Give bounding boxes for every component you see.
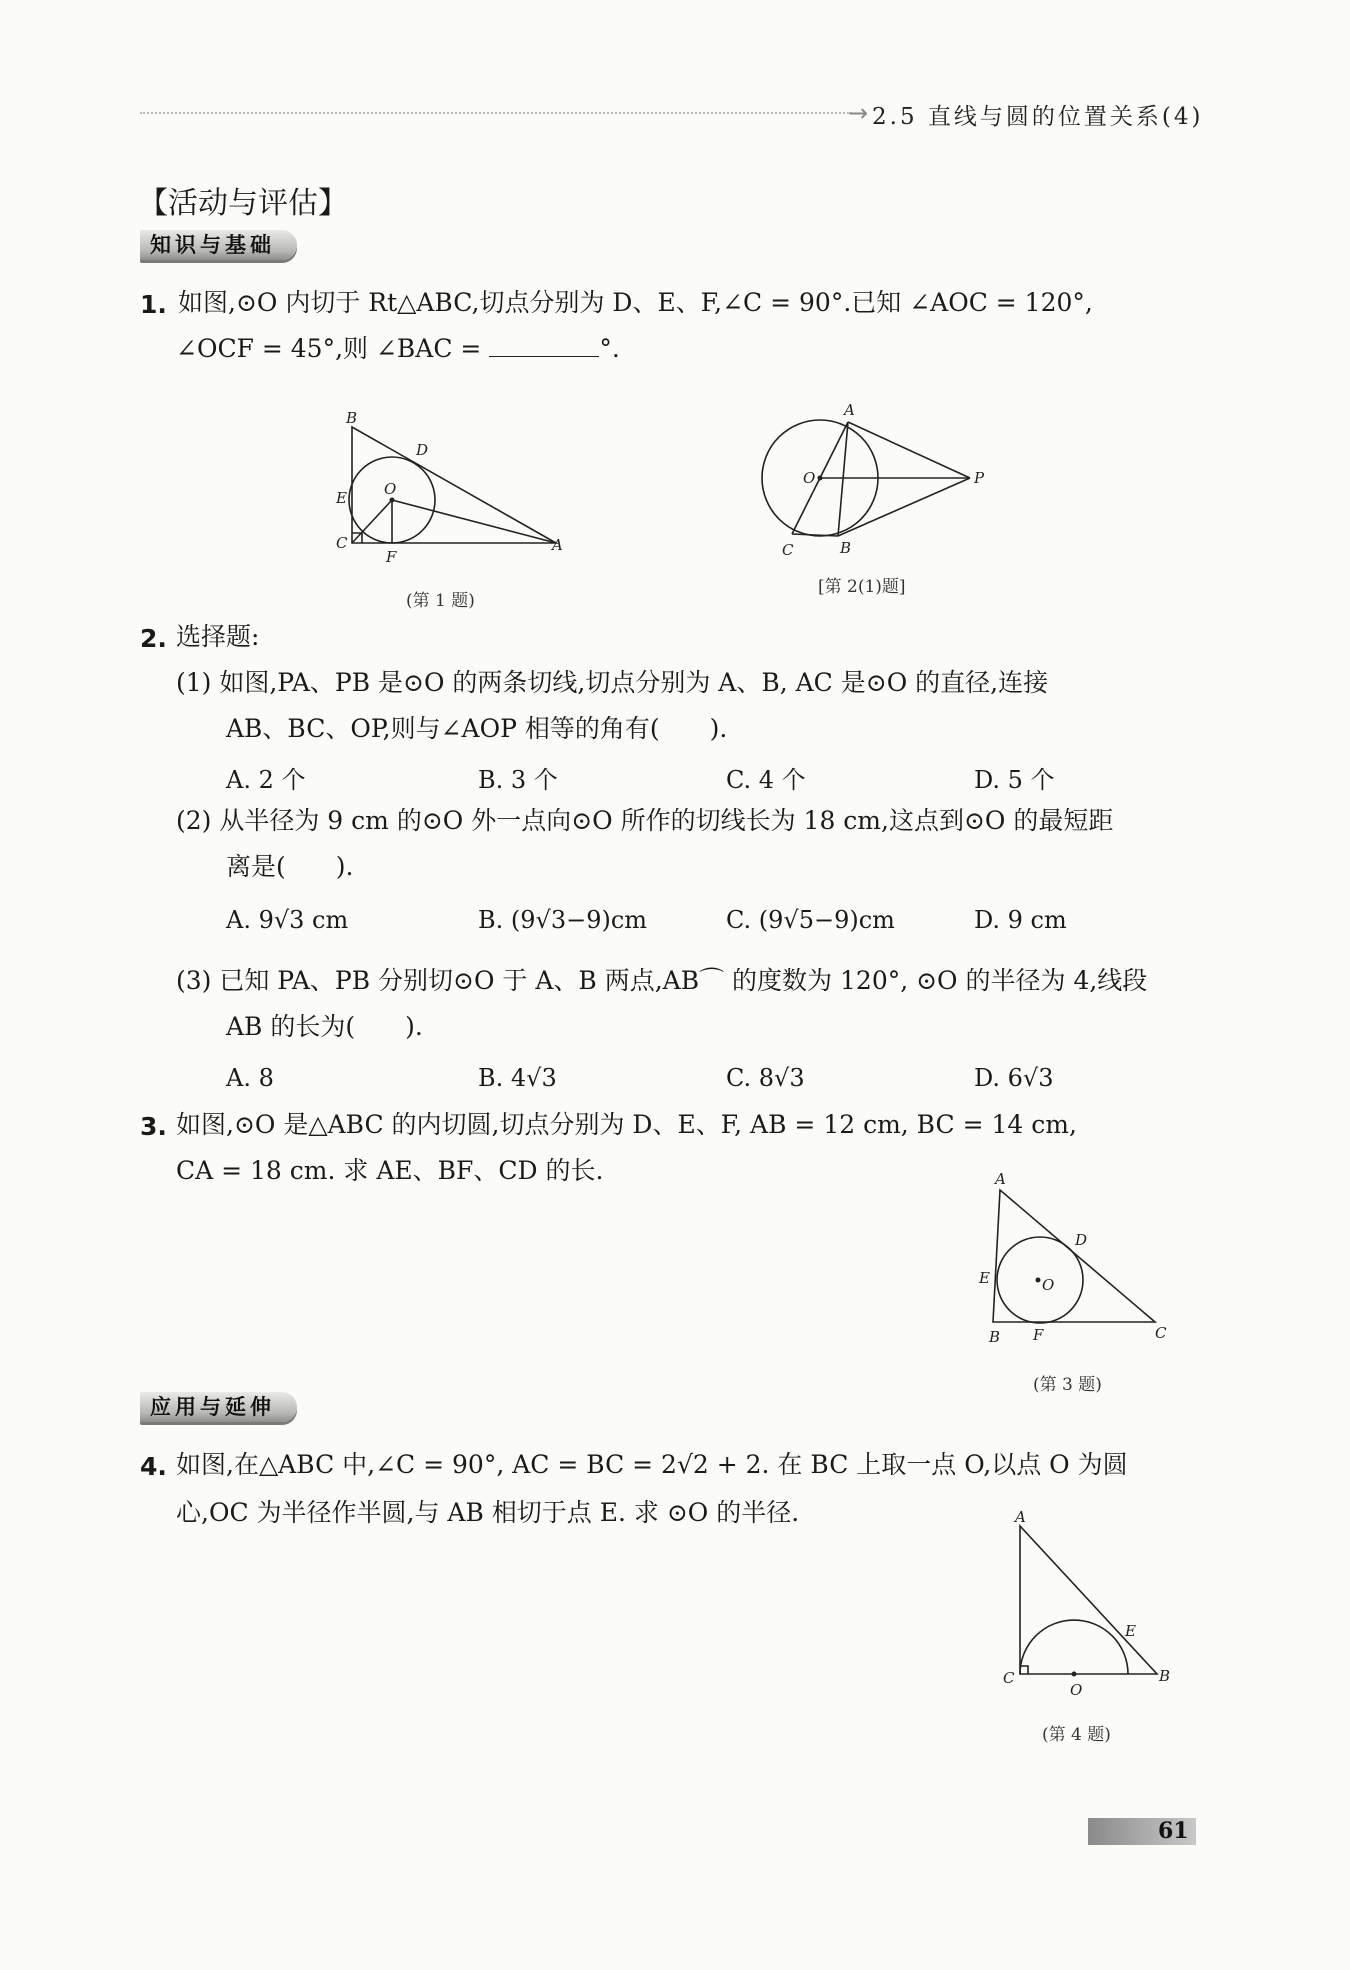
- figure-3: [975, 1170, 1185, 1350]
- q2-3-option-d[interactable]: D. 6√3: [974, 1064, 1054, 1092]
- q2-2-option-d[interactable]: D. 9 cm: [974, 906, 1067, 934]
- arrow-icon: →: [848, 99, 869, 127]
- figure-4: [995, 1508, 1185, 1698]
- q2-1-option-c[interactable]: C. 4 个: [726, 766, 806, 794]
- q2-3-line2: AB 的长为( ).: [226, 1012, 423, 1041]
- q3-number: 3.: [140, 1112, 167, 1141]
- fig2-label-p: P: [974, 469, 985, 487]
- fig3-label-f: F: [1033, 1326, 1044, 1344]
- figure-1: [330, 405, 580, 575]
- fig3-label-c: C: [1155, 1324, 1167, 1342]
- fig1-label-f: F: [386, 548, 397, 566]
- fig4-label-a: A: [1015, 1508, 1026, 1526]
- header-title: 2.5 直线与圆的位置关系(4): [872, 104, 1204, 130]
- q2-1-option-b[interactable]: B. 3 个: [478, 766, 558, 794]
- fig3-center-dot: [1036, 1278, 1041, 1283]
- fig1-label-b: B: [346, 409, 358, 427]
- fig3-label-d: D: [1075, 1231, 1088, 1249]
- q2-1-line1: (1) 如图,PA、PB 是⊙O 的两条切线,切点分别为 A、B, AC 是⊙O 的直径,连接: [176, 668, 1049, 697]
- fig2-label-a: A: [844, 401, 855, 419]
- fig4-label-b: B: [1159, 1667, 1171, 1685]
- banner-basic: 知识与基础: [140, 230, 297, 260]
- fig3-label-b: B: [989, 1328, 1001, 1346]
- fig2-label-b: B: [840, 539, 852, 557]
- fig1-label-d: D: [416, 441, 429, 459]
- fig4-caption: (第 4 题): [1042, 1725, 1111, 1745]
- q2-1-line2: AB、BC、OP,则与∠AOP 相等的角有( ).: [226, 714, 728, 743]
- q3-line1: 如图,⊙O 是△ABC 的内切圆,切点分别为 D、E、F, AB = 12 cm, BC = 14 cm,: [176, 1110, 1077, 1139]
- fig3-label-a: A: [995, 1170, 1006, 1188]
- q2-2-line2: 离是( ).: [226, 852, 354, 881]
- header-rule: [140, 112, 852, 114]
- q4-line1: 如图,在△ABC 中,∠C = 90°, AC = BC = 2√2 + 2. 在 BC 上取一点 O,以点 O 为圆: [176, 1450, 1128, 1479]
- q2-2-option-a[interactable]: A. 9√3 cm: [226, 906, 349, 934]
- q1-answer-blank[interactable]: [489, 334, 599, 357]
- fig2-caption: [第 2(1)题]: [818, 577, 906, 597]
- q2-number: 2.: [140, 624, 167, 653]
- fig3-label-e: E: [979, 1269, 990, 1287]
- figure-2: [740, 400, 1010, 565]
- q2-2-line1: (2) 从半径为 9 cm 的⊙O 外一点向⊙O 所作的切线长为 18 cm,这点到⊙O 的最短距: [176, 806, 1114, 835]
- q4-line2: 心,OC 为半径作半圆,与 AB 相切于点 E. 求 ⊙O 的半径.: [176, 1498, 800, 1527]
- section-title: 【活动与评估】: [138, 186, 348, 221]
- q2-1-option-d[interactable]: D. 5 个: [974, 766, 1055, 794]
- q2-3-option-a[interactable]: A. 8: [226, 1064, 274, 1092]
- q2-2-option-b[interactable]: B. (9√3−9)cm: [478, 906, 648, 934]
- fig1-label-e: E: [336, 489, 347, 507]
- q1-line2: [176, 334, 620, 364]
- fig1-label-o: O: [384, 480, 397, 498]
- fig2-center-dot: [818, 476, 823, 481]
- fig1-caption: (第 1 题): [406, 591, 475, 611]
- q1-line1: 如图,⊙O 内切于 Rt△ABC,切点分别为 D、E、F,∠C = 90°.已知 ∠AOC = 120°,: [178, 288, 1093, 317]
- q2-3-option-b[interactable]: B. 4√3: [478, 1064, 557, 1092]
- fig4-label-e: E: [1125, 1622, 1136, 1640]
- fig3-caption: (第 3 题): [1033, 1375, 1102, 1395]
- fig1-center-dot: [390, 498, 395, 503]
- q3-line2: CA = 18 cm. 求 AE、BF、CD 的长.: [176, 1156, 604, 1185]
- q2-1-option-a[interactable]: A. 2 个: [226, 766, 306, 794]
- q1-line2-end: °.: [599, 334, 620, 363]
- q1-number: 1.: [140, 290, 167, 319]
- fig1-label-a: A: [552, 536, 563, 554]
- q1-line2-text: ∠OCF = 45°,则 ∠BAC =: [176, 334, 482, 363]
- q4-number: 4.: [140, 1452, 167, 1481]
- q2-2-option-c[interactable]: C. (9√5−9)cm: [726, 906, 895, 934]
- banner-apply: 应用与延伸: [140, 1392, 297, 1422]
- q2-3-option-c[interactable]: C. 8√3: [726, 1064, 805, 1092]
- q2-title: 选择题:: [176, 622, 260, 651]
- page-number: 61: [1158, 1818, 1189, 1844]
- fig2-label-o: O: [803, 469, 816, 487]
- q2-3-line1: (3) 已知 PA、PB 分别切⊙O 于 A、B 两点,AB⌒ 的度数为 120°, ⊙O 的半径为 4,线段: [176, 966, 1148, 995]
- fig4-center-dot: [1072, 1672, 1077, 1677]
- fig4-label-o: O: [1070, 1681, 1083, 1698]
- fig2-label-c: C: [782, 541, 794, 559]
- fig1-label-c: C: [336, 534, 348, 552]
- fig3-label-o: O: [1042, 1276, 1055, 1294]
- fig4-label-c: C: [1003, 1669, 1015, 1687]
